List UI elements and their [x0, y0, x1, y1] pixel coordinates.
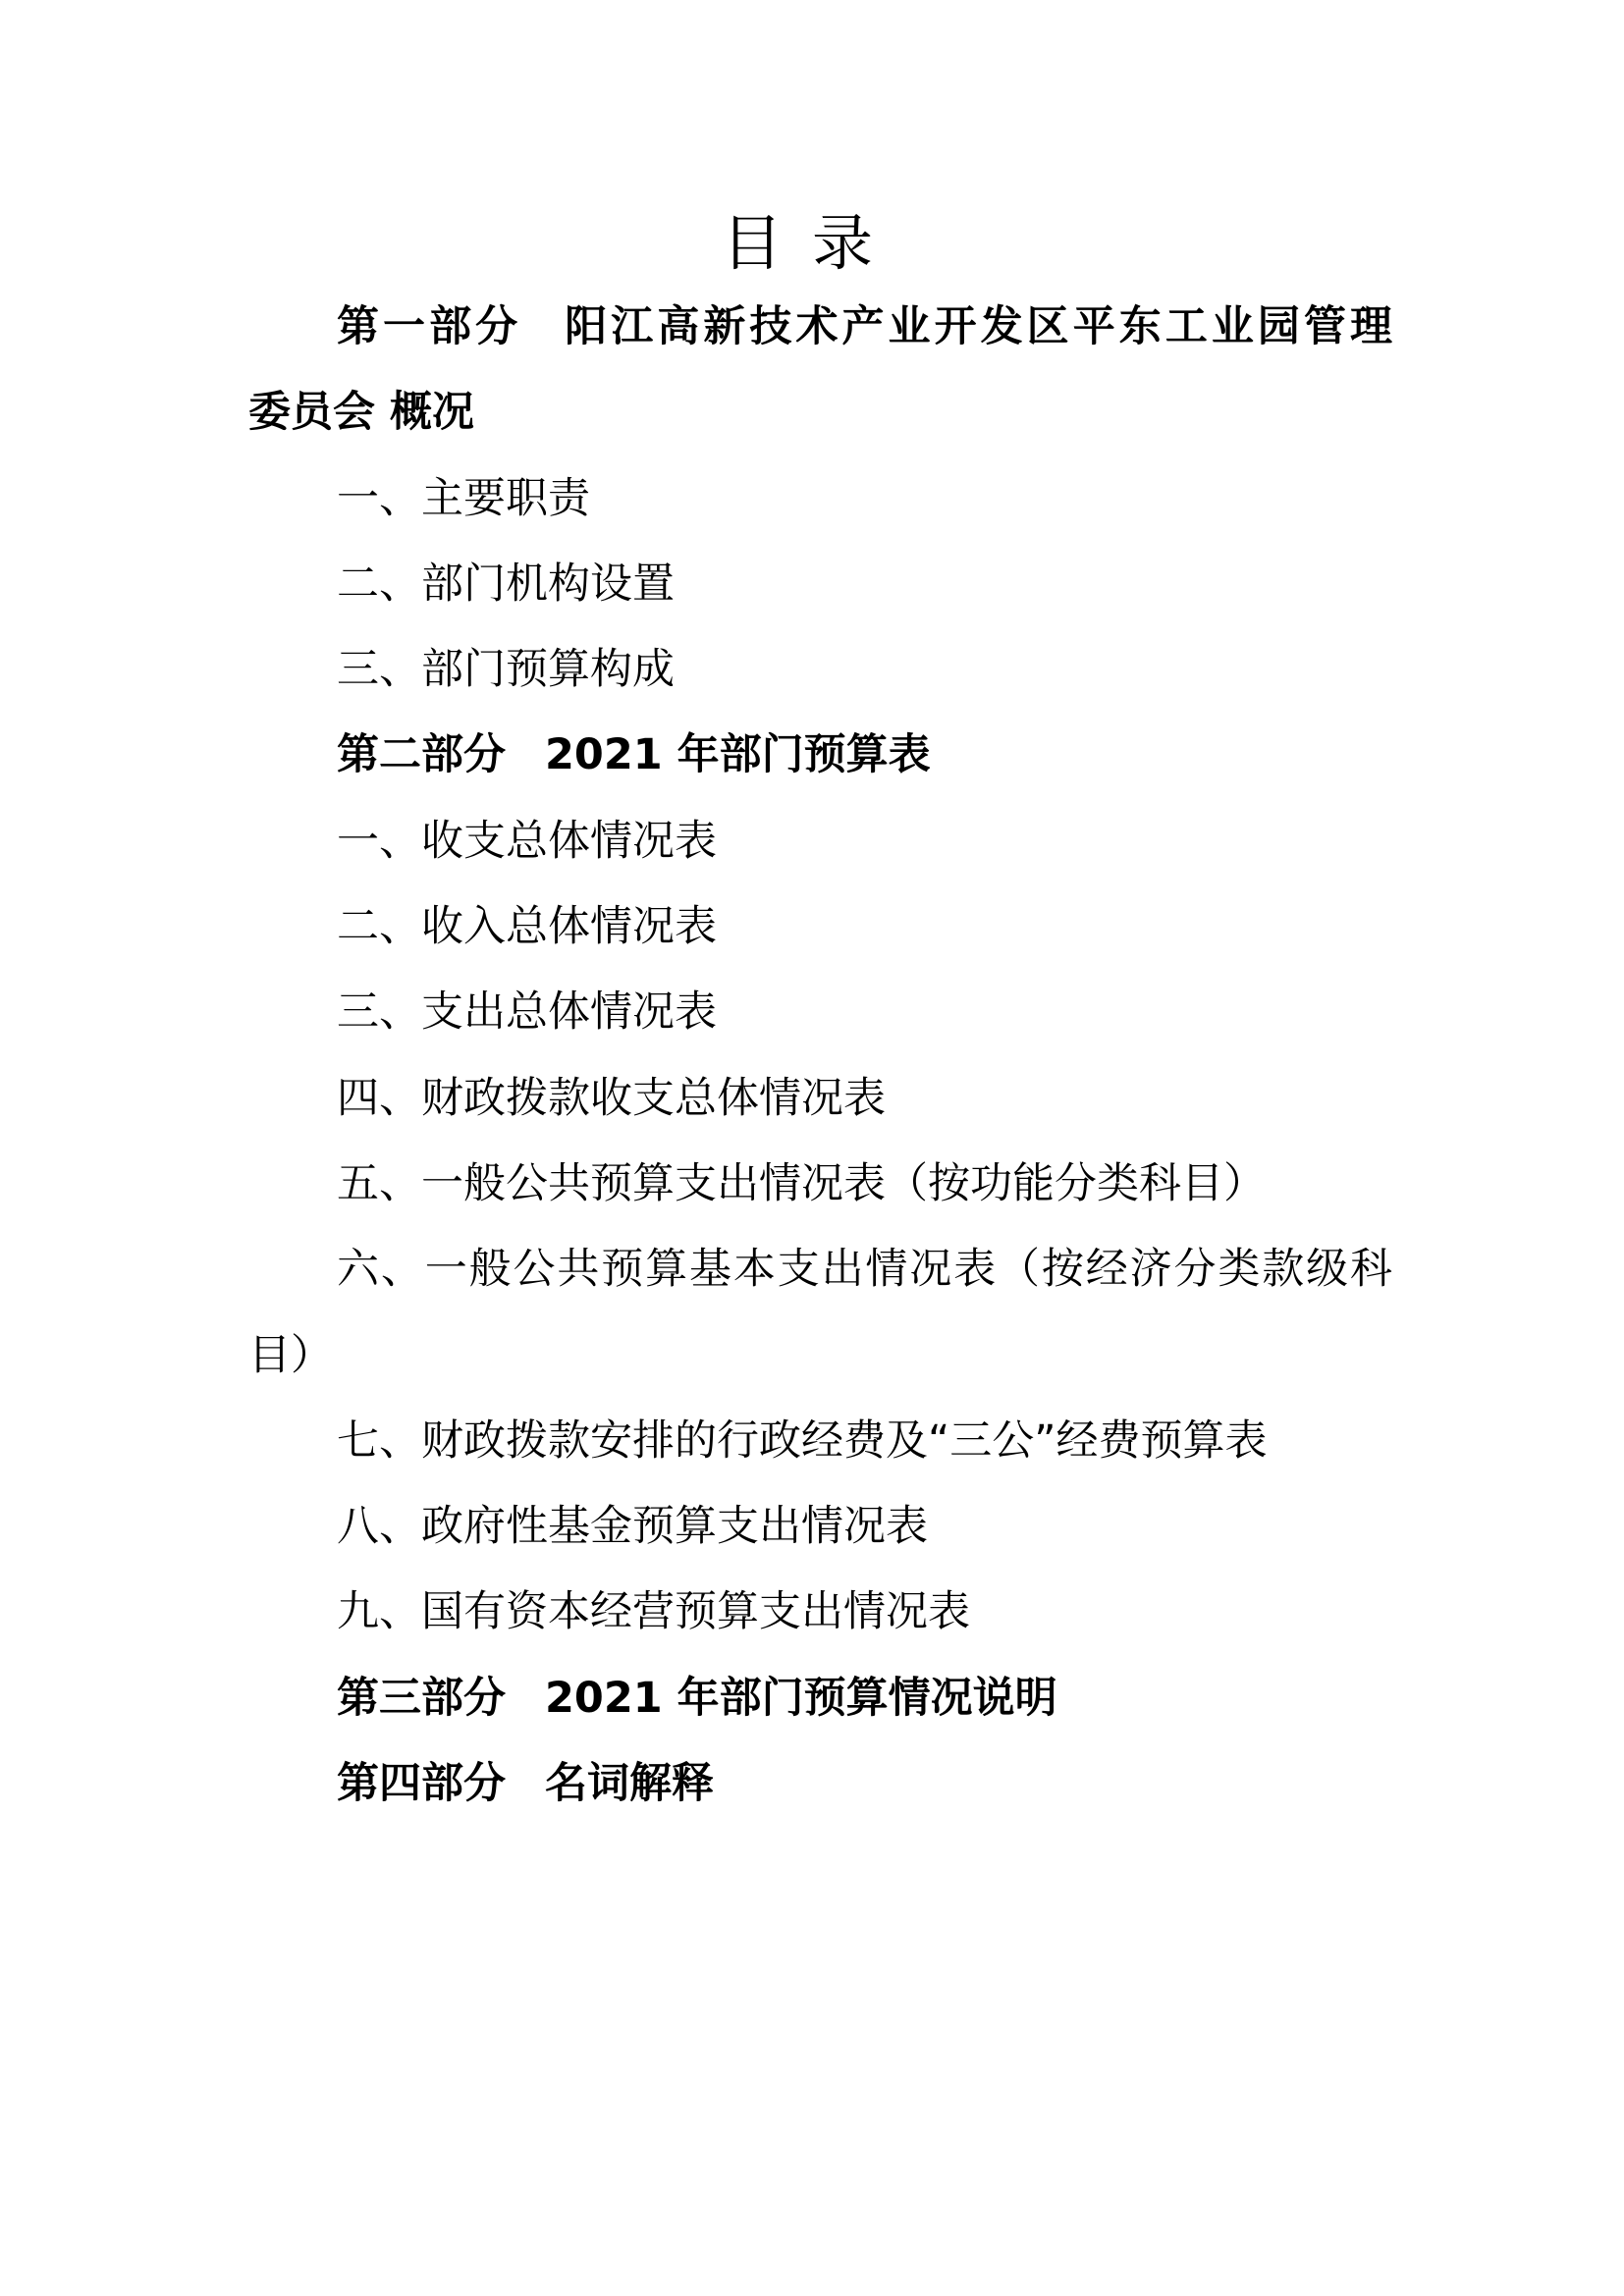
toc-part-2[interactable]: [248, 713, 1392, 798]
toc-item[interactable]: 二、收入总体情况表: [337, 902, 717, 952]
toc-item[interactable]: 七、财政拨款安排的行政经费及“三公”经费预算表: [337, 1415, 1268, 1466]
toc-item[interactable]: 九、国有资本经营预算支出情况表: [337, 1587, 970, 1637]
part-label: 第二部分: [337, 730, 506, 780]
part-title: 名词解释: [545, 1759, 714, 1809]
toc-part-1-continued[interactable]: 委员会 概况: [248, 388, 474, 438]
part-title: 2021 年部门预算表: [545, 730, 931, 780]
toc-item[interactable]: 二、部门机构设置: [337, 559, 675, 609]
toc-item-continued[interactable]: 目）: [248, 1330, 333, 1380]
toc-item[interactable]: 五、一般公共预算支出情况表（按功能分类科目）: [337, 1158, 1266, 1208]
toc-part-3[interactable]: [248, 1656, 1392, 1741]
toc-part-4[interactable]: [248, 1741, 1392, 1827]
toc-item[interactable]: 一、主要职责: [337, 473, 590, 523]
part-title: 阳江高新技术产业开发区平东工业园管理: [561, 302, 1393, 351]
page-title: 目录: [721, 207, 902, 279]
part-title: 2021 年部门预算情况说明: [545, 1673, 1057, 1723]
part-label: 第四部分: [337, 1759, 506, 1809]
part-label: 第一部分: [337, 302, 522, 351]
toc-item[interactable]: 三、部门预算构成: [337, 645, 675, 695]
toc-item[interactable]: 一、收支总体情况表: [337, 816, 717, 866]
toc-item[interactable]: 三、支出总体情况表: [337, 988, 717, 1038]
toc-item[interactable]: 六、一般公共预算基本支出情况表（按经济分类款级科: [337, 1245, 1392, 1295]
toc-part-1[interactable]: [248, 285, 1392, 370]
toc-item[interactable]: 八、政府性基金预算支出情况表: [337, 1502, 928, 1552]
part-label: 第三部分: [337, 1673, 506, 1723]
toc-item[interactable]: 四、财政拨款收支总体情况表: [337, 1073, 886, 1123]
table-of-contents: [248, 285, 1392, 1827]
